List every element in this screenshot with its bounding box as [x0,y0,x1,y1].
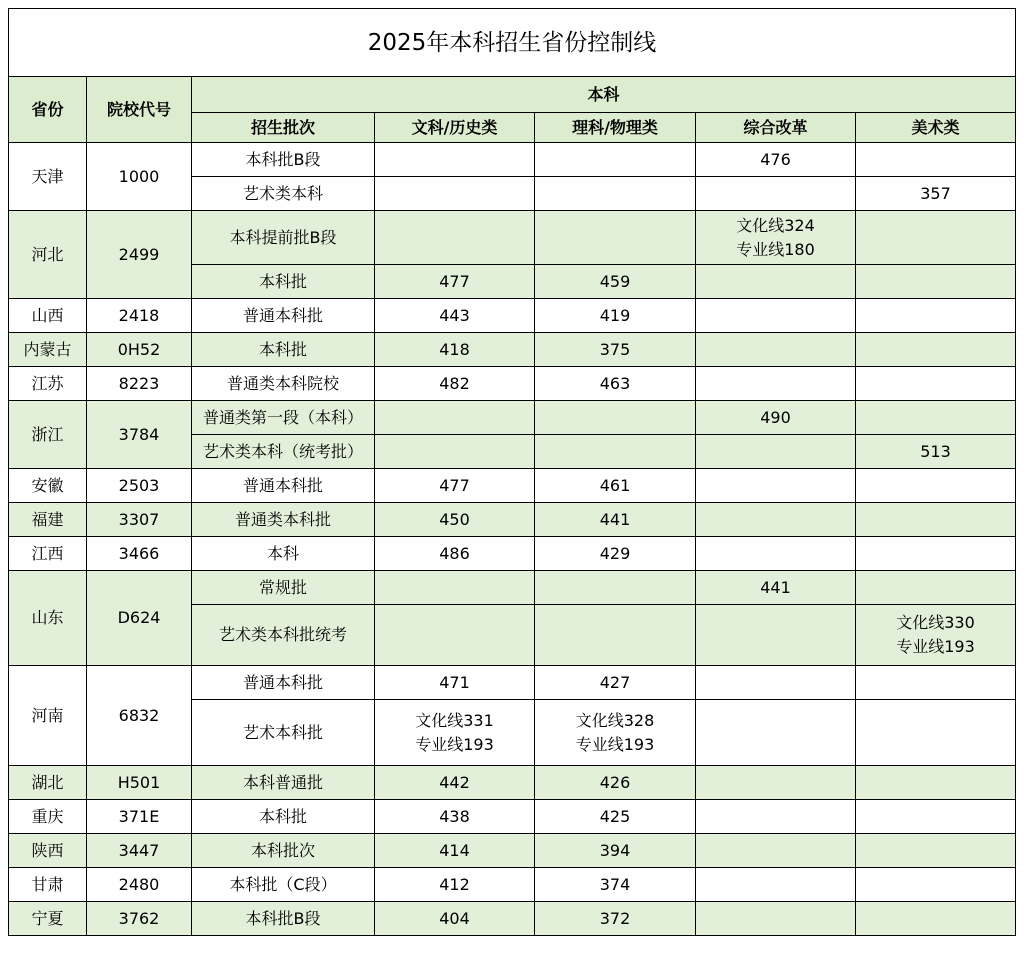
art-score-cell: 357 [856,177,1016,211]
reform-score-cell [696,537,856,571]
province-cell: 福建 [9,503,87,537]
science-score-cell [535,571,696,605]
province-cell: 浙江 [9,401,87,469]
reform-score-cell [696,902,856,936]
reform-score-cell [696,265,856,299]
liberal-score-cell: 471 [375,666,535,700]
science-score-cell: 374 [535,868,696,902]
table-row [9,469,1016,503]
school-code-cell: H501 [87,766,192,800]
batch-cell: 普通本科批 [192,666,375,700]
liberal-score-cell: 404 [375,902,535,936]
science-score-cell [535,435,696,469]
header-group-undergraduate: 本科 [192,77,1016,113]
school-code-cell: 8223 [87,367,192,401]
science-score-cell [535,211,696,265]
liberal-score-cell [375,401,535,435]
art-score-cell: 文化线330 专业线193 [856,605,1016,666]
header-liberal: 文科/历史类 [375,113,535,143]
province-cell: 安徽 [9,469,87,503]
reform-score-cell [696,800,856,834]
art-score-cell [856,700,1016,766]
batch-cell: 本科批 [192,265,375,299]
school-code-cell: 1000 [87,143,192,211]
liberal-score-cell: 477 [375,265,535,299]
province-cell: 山西 [9,299,87,333]
batch-cell: 常规批 [192,571,375,605]
school-code-cell: 371E [87,800,192,834]
reform-score-cell [696,367,856,401]
school-code-cell: 0H52 [87,333,192,367]
table-row [9,143,1016,177]
table-row [9,766,1016,800]
reform-score-cell: 文化线324 专业线180 [696,211,856,265]
batch-cell: 普通类第一段（本科） [192,401,375,435]
science-score-cell: 461 [535,469,696,503]
header-art: 美术类 [856,113,1016,143]
batch-cell: 艺术类本科批统考 [192,605,375,666]
art-score-cell [856,299,1016,333]
art-score-cell [856,766,1016,800]
batch-cell: 本科提前批B段 [192,211,375,265]
school-code-cell: D624 [87,571,192,666]
province-cell: 天津 [9,143,87,211]
liberal-score-cell [375,177,535,211]
art-score-cell [856,211,1016,265]
table-row [9,834,1016,868]
school-code-cell: 2418 [87,299,192,333]
art-score-cell [856,143,1016,177]
science-score-cell: 429 [535,537,696,571]
reform-score-cell [696,503,856,537]
liberal-score-cell: 443 [375,299,535,333]
science-score-cell: 394 [535,834,696,868]
table-row [9,666,1016,700]
art-score-cell [856,265,1016,299]
liberal-score-cell: 文化线331 专业线193 [375,700,535,766]
art-score-cell [856,800,1016,834]
score-table [8,8,1016,936]
reform-score-cell [696,766,856,800]
batch-cell: 本科 [192,537,375,571]
reform-score-cell [696,605,856,666]
table-row [9,800,1016,834]
school-code-cell: 3466 [87,537,192,571]
liberal-score-cell [375,211,535,265]
table-row [9,211,1016,265]
art-score-cell: 513 [856,435,1016,469]
batch-cell: 本科批 [192,800,375,834]
header-batch: 招生批次 [192,113,375,143]
art-score-cell [856,666,1016,700]
reform-score-cell [696,435,856,469]
science-score-cell: 文化线328 专业线193 [535,700,696,766]
reform-score-cell [696,834,856,868]
art-score-cell [856,367,1016,401]
reform-score-cell: 441 [696,571,856,605]
batch-cell: 普通类本科院校 [192,367,375,401]
liberal-score-cell: 486 [375,537,535,571]
batch-cell: 本科批B段 [192,143,375,177]
province-cell: 江西 [9,537,87,571]
science-score-cell: 419 [535,299,696,333]
table-row [9,367,1016,401]
batch-cell: 本科批（C段） [192,868,375,902]
province-cell: 湖北 [9,766,87,800]
school-code-cell: 3447 [87,834,192,868]
science-score-cell [535,177,696,211]
art-score-cell [856,333,1016,367]
science-score-cell: 459 [535,265,696,299]
liberal-score-cell: 477 [375,469,535,503]
science-score-cell: 425 [535,800,696,834]
school-code-cell: 2499 [87,211,192,299]
reform-score-cell: 476 [696,143,856,177]
science-score-cell: 372 [535,902,696,936]
batch-cell: 本科批B段 [192,902,375,936]
school-code-cell: 2503 [87,469,192,503]
liberal-score-cell: 442 [375,766,535,800]
header-science: 理科/物理类 [535,113,696,143]
province-cell: 重庆 [9,800,87,834]
table-row [9,868,1016,902]
school-code-cell: 2480 [87,868,192,902]
header-school-code: 院校代号 [87,77,192,143]
table-row [9,401,1016,435]
province-cell: 内蒙古 [9,333,87,367]
province-cell: 江苏 [9,367,87,401]
table-row [9,299,1016,333]
batch-cell: 艺术本科批 [192,700,375,766]
reform-score-cell [696,177,856,211]
science-score-cell: 463 [535,367,696,401]
liberal-score-cell: 482 [375,367,535,401]
batch-cell: 普通本科批 [192,299,375,333]
batch-cell: 艺术类本科 [192,177,375,211]
reform-score-cell [696,700,856,766]
school-code-cell: 3784 [87,401,192,469]
art-score-cell [856,902,1016,936]
science-score-cell: 375 [535,333,696,367]
art-score-cell [856,834,1016,868]
header-province: 省份 [9,77,87,143]
reform-score-cell [696,299,856,333]
score-table-sheet [8,8,1016,936]
table-row [9,537,1016,571]
school-code-cell: 3307 [87,503,192,537]
science-score-cell: 427 [535,666,696,700]
school-code-cell: 3762 [87,902,192,936]
reform-score-cell [696,333,856,367]
liberal-score-cell [375,143,535,177]
liberal-score-cell: 414 [375,834,535,868]
table-row [9,571,1016,605]
reform-score-cell [696,666,856,700]
batch-cell: 艺术类本科（统考批） [192,435,375,469]
province-cell: 陕西 [9,834,87,868]
province-cell: 宁夏 [9,902,87,936]
table-title: 2025年本科招生省份控制线 [9,9,1016,77]
art-score-cell [856,503,1016,537]
table-row [9,333,1016,367]
province-cell: 山东 [9,571,87,666]
liberal-score-cell [375,571,535,605]
batch-cell: 本科普通批 [192,766,375,800]
province-cell: 甘肃 [9,868,87,902]
art-score-cell [856,401,1016,435]
liberal-score-cell: 412 [375,868,535,902]
art-score-cell [856,868,1016,902]
school-code-cell: 6832 [87,666,192,766]
batch-cell: 本科批 [192,333,375,367]
reform-score-cell [696,868,856,902]
table-row [9,902,1016,936]
science-score-cell: 441 [535,503,696,537]
province-cell: 河北 [9,211,87,299]
header-reform: 综合改革 [696,113,856,143]
reform-score-cell: 490 [696,401,856,435]
reform-score-cell [696,469,856,503]
art-score-cell [856,537,1016,571]
liberal-score-cell: 418 [375,333,535,367]
liberal-score-cell [375,435,535,469]
batch-cell: 本科批次 [192,834,375,868]
province-cell: 河南 [9,666,87,766]
table-row [9,503,1016,537]
batch-cell: 普通本科批 [192,469,375,503]
liberal-score-cell: 438 [375,800,535,834]
science-score-cell [535,605,696,666]
art-score-cell [856,571,1016,605]
art-score-cell [856,469,1016,503]
liberal-score-cell [375,605,535,666]
science-score-cell [535,401,696,435]
science-score-cell [535,143,696,177]
batch-cell: 普通类本科批 [192,503,375,537]
science-score-cell: 426 [535,766,696,800]
liberal-score-cell: 450 [375,503,535,537]
